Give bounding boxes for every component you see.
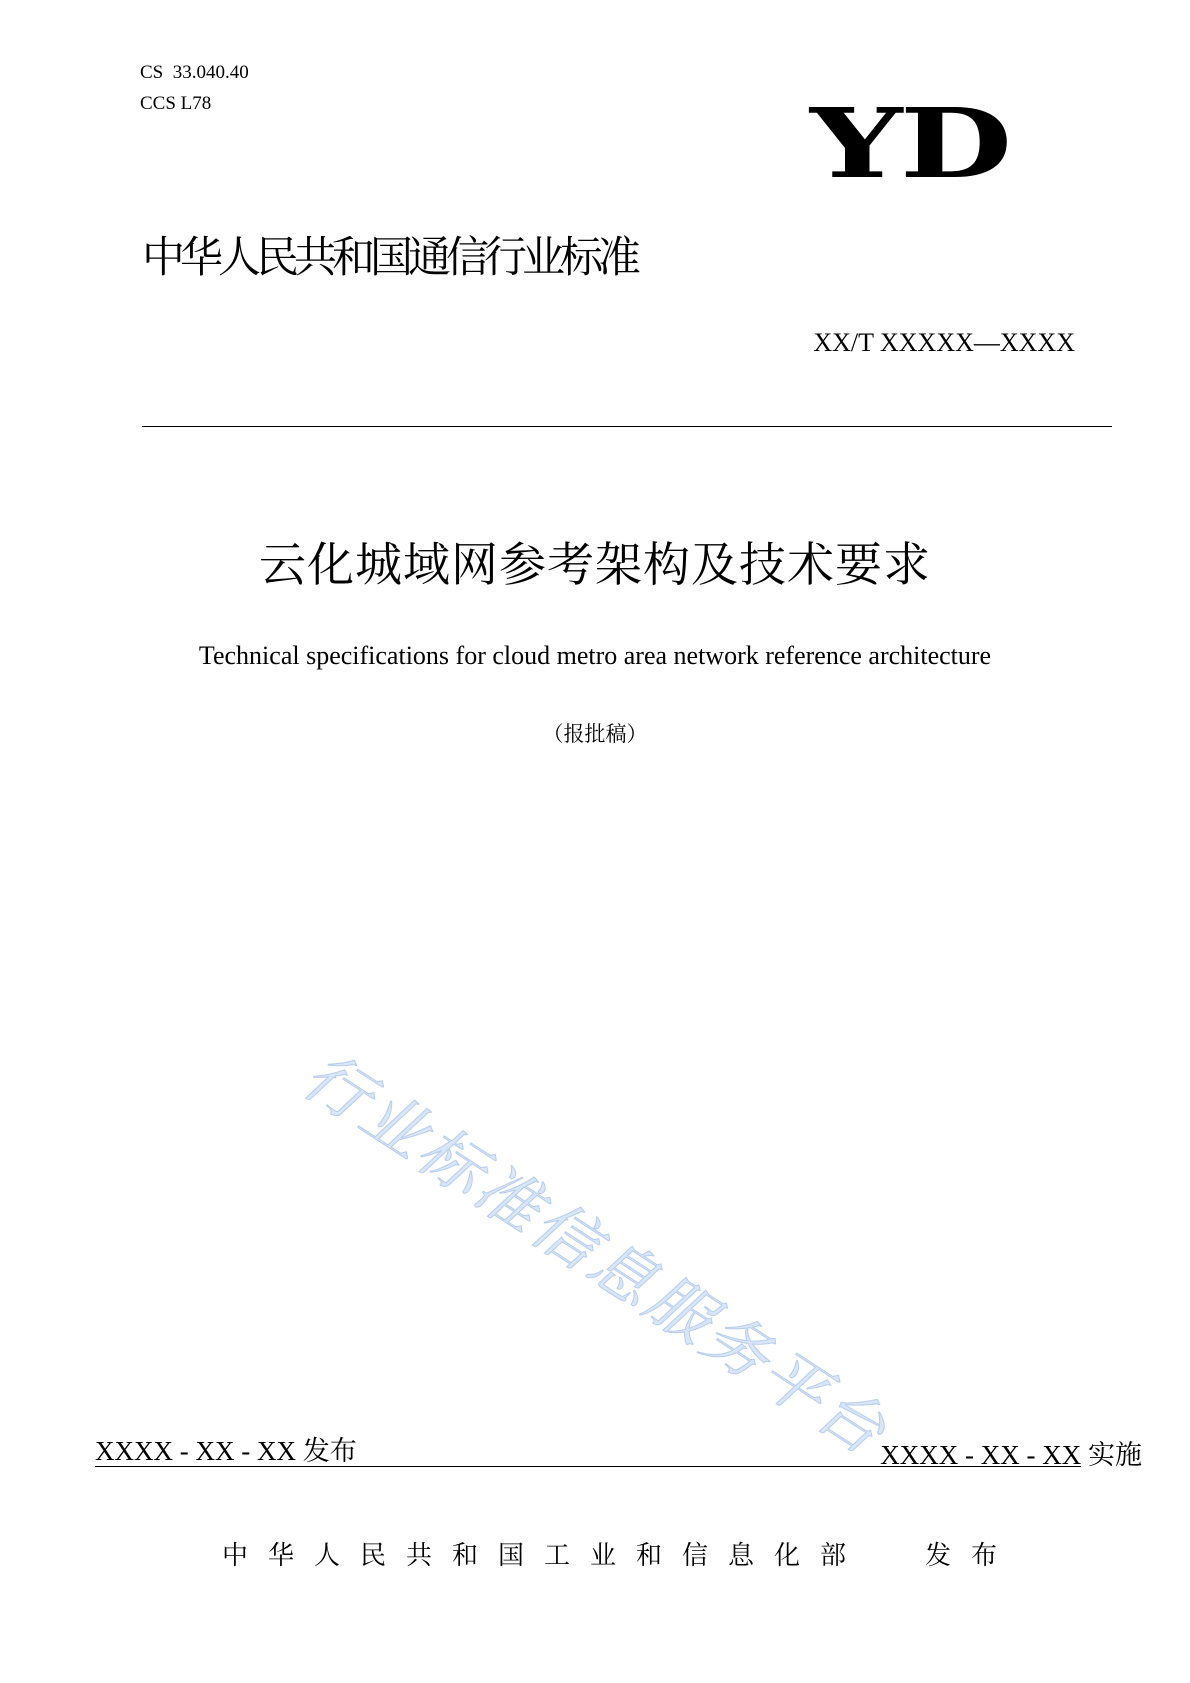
standard-number: XX/T XXXXX—XXXX (813, 328, 1075, 357)
bottom-divider (95, 1466, 1081, 1467)
document-title-english: Technical specifications for cloud metro area network reference architecture (198, 641, 992, 670)
top-divider (142, 426, 1112, 427)
issue-date: XXXX - XX - XX 发布 (95, 1436, 357, 1466)
watermark: 行业标准信息服务平台 (289, 1038, 901, 1472)
document-title-chinese: 云化城域网参考架构及技术要求 (259, 538, 931, 593)
cs-code: CS 33.040.40 (140, 62, 249, 83)
implementation-date: XXXX - XX - XX 实施 (880, 1440, 1142, 1470)
publisher: 中华人民共和国工业和信息化部 (222, 1541, 867, 1571)
ccs-code: CCS L78 (140, 93, 212, 114)
standard-category: 中华人民共和国通信行业标准 (142, 233, 636, 283)
draft-status: （报批稿） (542, 722, 648, 746)
yd-logo: YD (810, 87, 1010, 200)
publish-label: 发布 (925, 1541, 1018, 1571)
